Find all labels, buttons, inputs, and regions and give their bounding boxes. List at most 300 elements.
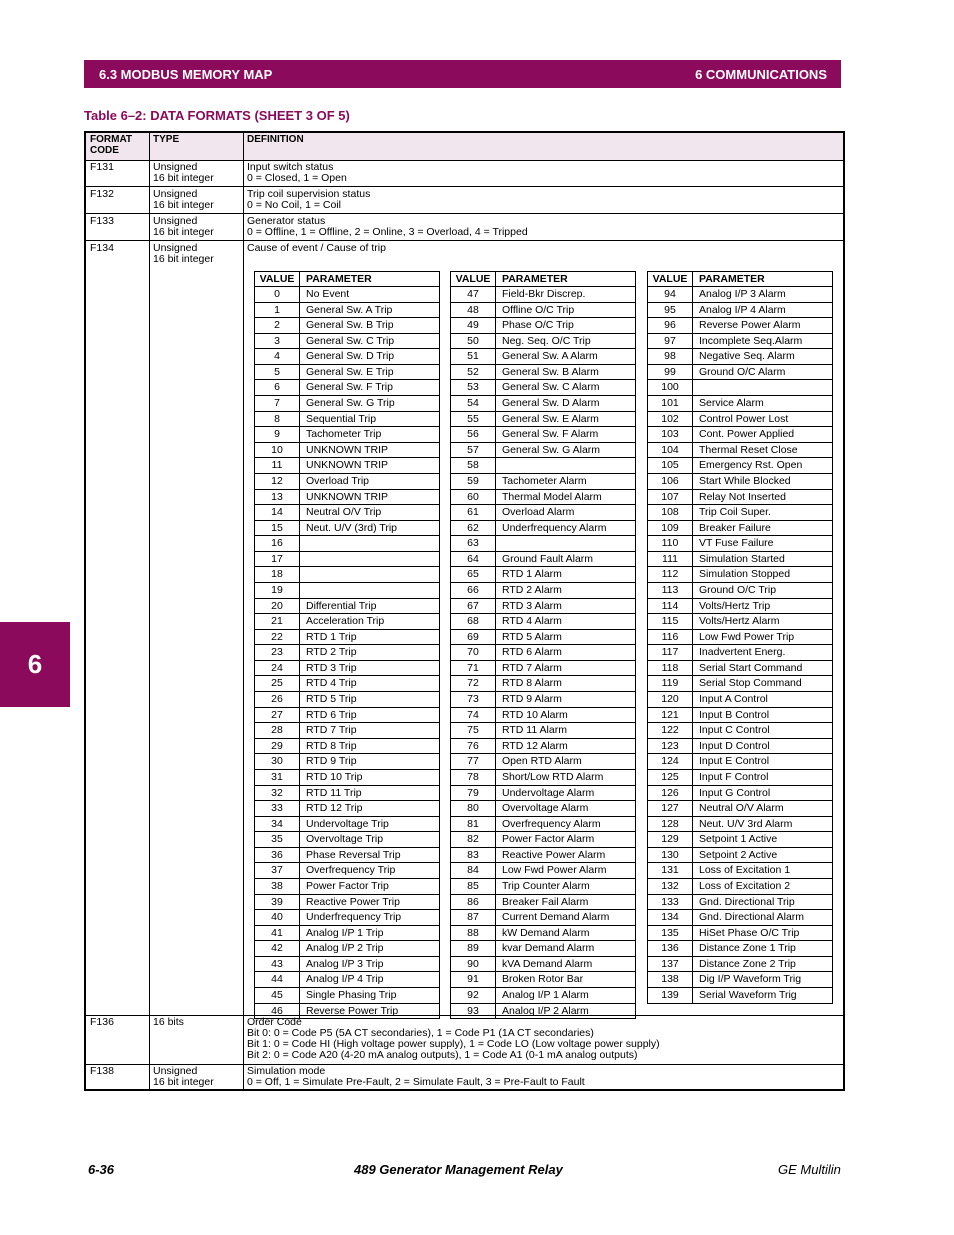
cause-value: 114 xyxy=(661,599,679,612)
cause-value: 35 xyxy=(271,833,283,846)
cause-table-row xyxy=(648,535,832,551)
company-name: GE Multilin xyxy=(778,1162,841,1177)
cause-value: 22 xyxy=(271,630,283,643)
parameter-header: PARAMETER xyxy=(699,273,765,285)
cause-table-row xyxy=(451,675,635,691)
definition-line: 0 = No Coil, 1 = Coil xyxy=(247,199,341,211)
cause-table-row xyxy=(255,691,439,707)
cause-table-row xyxy=(648,598,832,614)
cause-parameter: Offline O/C Trip xyxy=(502,303,575,316)
cause-parameter: RTD 3 Trip xyxy=(306,661,357,674)
cause-value: 25 xyxy=(271,677,283,690)
cause-parameter: Overvoltage Trip xyxy=(306,833,384,846)
cause-parameter: Inadvertent Energ. xyxy=(699,646,786,659)
cause-parameter: kW Demand Alarm xyxy=(502,926,590,939)
format-code: F131 xyxy=(90,161,114,173)
cause-parameter: Sequential Trip xyxy=(306,412,377,425)
cause-value: 119 xyxy=(661,677,679,690)
cause-parameter: Power Factor Alarm xyxy=(502,833,595,846)
cause-parameter: Acceleration Trip xyxy=(306,615,385,628)
cause-parameter: RTD 5 Trip xyxy=(306,693,357,706)
cause-parameter: RTD 1 Alarm xyxy=(502,568,562,581)
column-divider xyxy=(243,133,244,1089)
cause-parameter: Incomplete Seq.Alarm xyxy=(699,334,803,347)
cause-parameter: Distance Zone 2 Trip xyxy=(699,957,796,970)
cause-value: 50 xyxy=(467,334,479,347)
cause-table-row xyxy=(451,956,635,972)
cause-parameter: General Sw. A Trip xyxy=(306,303,393,316)
cause-table-row xyxy=(648,816,832,832)
column-divider xyxy=(149,133,150,1089)
definition-line: Order Code xyxy=(247,1016,302,1028)
cause-parameter: General Sw. C Trip xyxy=(306,334,395,347)
cause-value: 133 xyxy=(661,895,679,908)
cause-parameter: Tachometer Trip xyxy=(306,428,382,441)
cause-value: 26 xyxy=(271,693,283,706)
cause-table-header xyxy=(648,272,832,286)
cause-value: 44 xyxy=(271,973,283,986)
cause-table-row xyxy=(255,364,439,380)
cause-table-row xyxy=(648,956,832,972)
cause-table-row xyxy=(255,379,439,395)
cause-value: 123 xyxy=(661,739,679,752)
cause-parameter: General Sw. F Trip xyxy=(306,381,393,394)
cause-table-row xyxy=(451,940,635,956)
cause-table-row xyxy=(451,520,635,536)
cause-value: 81 xyxy=(467,817,479,830)
cause-value: 105 xyxy=(661,459,679,472)
cause-value: 18 xyxy=(271,568,283,581)
cause-parameter: RTD 11 Alarm xyxy=(502,724,567,737)
cause-value: 102 xyxy=(661,412,679,425)
cause-parameter: Analog I/P 4 Alarm xyxy=(699,303,786,316)
cause-value: 92 xyxy=(467,989,479,1002)
cause-parameter: General Sw. D Alarm xyxy=(502,397,600,410)
cause-parameter: RTD 1 Trip xyxy=(306,630,357,643)
cause-value: 16 xyxy=(271,537,283,550)
cause-value: 112 xyxy=(661,568,679,581)
cause-table-row xyxy=(255,551,439,567)
cause-value: 10 xyxy=(271,443,283,456)
cause-value: 34 xyxy=(271,817,283,830)
table-title: Table 6–2: DATA FORMATS (SHEET 3 OF 5) xyxy=(84,108,350,123)
cause-value: 17 xyxy=(271,552,283,565)
cause-parameter: Overfrequency Alarm xyxy=(502,817,601,830)
cause-parameter: HiSet Phase O/C Trip xyxy=(699,926,800,939)
cause-table-row xyxy=(648,379,832,395)
cause-parameter: Analog I/P 1 Alarm xyxy=(502,989,589,1002)
row-divider xyxy=(86,160,843,161)
cause-value: 69 xyxy=(467,630,479,643)
cause-parameter: Negative Seq. Alarm xyxy=(699,350,795,363)
cause-parameter: Neut. U/V (3rd) Trip xyxy=(306,521,398,534)
cause-parameter: Neutral O/V Trip xyxy=(306,506,382,519)
cause-parameter: kVA Demand Alarm xyxy=(502,957,593,970)
cause-parameter: RTD 7 Alarm xyxy=(502,661,562,674)
cause-parameter: Low Fwd Power Trip xyxy=(699,630,795,643)
cause-table-row xyxy=(255,831,439,847)
cause-parameter: Serial Start Command xyxy=(699,661,803,674)
value-header: VALUE xyxy=(259,273,295,285)
cause-table-row xyxy=(255,473,439,489)
cause-parameter: Breaker Fail Alarm xyxy=(502,895,589,908)
cause-table-row xyxy=(255,286,439,302)
cause-parameter: RTD 12 Alarm xyxy=(502,739,568,752)
cause-table-row xyxy=(255,675,439,691)
cause-parameter: Overvoltage Alarm xyxy=(502,802,589,815)
cause-value: 8 xyxy=(274,412,280,425)
cause-value: 127 xyxy=(661,802,679,815)
cause-table-row xyxy=(451,286,635,302)
cause-value: 51 xyxy=(467,350,479,363)
type-line: 16 bit integer xyxy=(153,226,214,238)
cause-table-row xyxy=(451,909,635,925)
cause-value: 115 xyxy=(661,615,679,628)
format-code: F136 xyxy=(90,1016,114,1028)
cause-parameter: Serial Stop Command xyxy=(699,677,802,690)
cause-parameter: RTD 2 Trip xyxy=(306,646,357,659)
cause-value: 24 xyxy=(271,661,283,674)
cause-table-row xyxy=(451,473,635,489)
cause-value: 67 xyxy=(467,599,479,612)
cause-value: 109 xyxy=(661,521,679,534)
cause-table-row xyxy=(648,302,832,318)
cause-table-header xyxy=(451,272,635,286)
cause-value: 117 xyxy=(661,646,679,659)
cause-table-row xyxy=(255,956,439,972)
cause-value: 15 xyxy=(271,521,283,534)
chapter-title: 6 COMMUNICATIONS xyxy=(695,66,827,82)
cause-value: 46 xyxy=(271,1004,283,1017)
cause-value: 139 xyxy=(661,989,679,1002)
cause-parameter: Power Factor Trip xyxy=(306,879,389,892)
cause-parameter: Overload Trip xyxy=(306,474,370,487)
definition-line: Simulation mode xyxy=(247,1065,326,1077)
cause-table-row xyxy=(255,785,439,801)
row-divider xyxy=(86,213,843,214)
cause-parameter: Loss of Excitation 2 xyxy=(699,879,791,892)
cause-value: 93 xyxy=(467,1004,479,1017)
cause-value: 95 xyxy=(664,303,676,316)
cause-parameter: Undervoltage Trip xyxy=(306,817,389,830)
cause-parameter: General Sw. B Trip xyxy=(306,319,394,332)
cause-table-row xyxy=(648,613,832,629)
cause-parameter: Open RTD Alarm xyxy=(502,755,582,768)
cause-parameter: General Sw. C Alarm xyxy=(502,381,600,394)
definition-line: Cause of event / Cause of trip xyxy=(247,242,386,254)
cause-parameter: Dig I/P Waveform Trig xyxy=(699,973,802,986)
definition-line: Bit 1: 0 = Code HI (High voltage power supply), 1 = Code LO (Low voltage power supply) xyxy=(247,1038,660,1050)
cause-table-row xyxy=(255,800,439,816)
format-code: F132 xyxy=(90,188,114,200)
cause-value: 1 xyxy=(274,303,280,316)
row-divider xyxy=(86,1015,843,1016)
cause-table-row xyxy=(255,613,439,629)
cause-value: 110 xyxy=(661,537,679,550)
definition-line: Bit 2: 0 = Code A20 (4-20 mA analog outputs), 1 = Code A1 (0-1 mA analog outputs) xyxy=(247,1049,638,1061)
cause-table-row xyxy=(255,660,439,676)
cause-parameter: Single Phasing Trip xyxy=(306,989,397,1002)
cause-table-row xyxy=(255,582,439,598)
cause-table-2 xyxy=(450,271,636,1019)
cause-value: 37 xyxy=(271,864,283,877)
cause-table-row xyxy=(648,333,832,349)
cause-table-row xyxy=(451,566,635,582)
cause-parameter: Analog I/P 1 Trip xyxy=(306,926,384,939)
product-name: 489 Generator Management Relay xyxy=(354,1162,563,1177)
cause-table-row xyxy=(648,831,832,847)
cause-value: 126 xyxy=(661,786,679,799)
cause-parameter: RTD 11 Trip xyxy=(306,786,362,799)
page-number: 6-36 xyxy=(88,1162,115,1177)
cause-value: 97 xyxy=(664,334,676,347)
cause-value: 13 xyxy=(271,490,283,503)
cause-value: 88 xyxy=(467,926,479,939)
cause-value: 6 xyxy=(274,381,280,394)
cause-table-row xyxy=(255,816,439,832)
cause-table-row xyxy=(648,426,832,442)
cause-value: 116 xyxy=(661,630,679,643)
cause-parameter: Emergency Rst. Open xyxy=(699,459,803,472)
cause-table-row xyxy=(648,691,832,707)
type-line: 16 bit integer xyxy=(153,199,214,211)
cause-table-row xyxy=(648,862,832,878)
cause-table-row xyxy=(648,894,832,910)
cause-table-row xyxy=(451,629,635,645)
cause-value: 41 xyxy=(271,926,283,939)
cause-value: 94 xyxy=(664,288,676,300)
cause-parameter: Low Fwd Power Alarm xyxy=(502,864,607,877)
cause-table-row xyxy=(648,785,832,801)
cause-table-row xyxy=(451,333,635,349)
cause-table-row xyxy=(451,379,635,395)
cause-table-row xyxy=(255,987,439,1003)
type-line: 16 bit integer xyxy=(153,1076,214,1088)
type-line: Unsigned xyxy=(153,215,198,227)
cause-value: 32 xyxy=(271,786,283,799)
format-code: F138 xyxy=(90,1065,114,1077)
cause-parameter: kvar Demand Alarm xyxy=(502,942,595,955)
cause-table-row xyxy=(648,489,832,505)
cause-value: 63 xyxy=(467,537,479,550)
cause-parameter: General Sw. G Alarm xyxy=(502,443,601,456)
cause-table-row xyxy=(648,364,832,380)
cause-table-row xyxy=(451,613,635,629)
cause-parameter: RTD 4 Alarm xyxy=(502,615,562,628)
cause-value: 0 xyxy=(274,288,280,300)
cause-table-row xyxy=(451,722,635,738)
cause-parameter: Input C Control xyxy=(699,724,770,737)
cause-table-row xyxy=(255,847,439,863)
cause-table-row xyxy=(255,442,439,458)
cause-parameter: General Sw. G Trip xyxy=(306,397,395,410)
cause-value: 90 xyxy=(467,957,479,970)
cause-parameter: RTD 2 Alarm xyxy=(502,583,562,596)
column-header-format-code: FORMAT CODE xyxy=(90,134,133,156)
cause-table-row xyxy=(451,302,635,318)
definition-line: 0 = Closed, 1 = Open xyxy=(247,172,347,184)
cause-table-row xyxy=(255,535,439,551)
cause-parameter: RTD 3 Alarm xyxy=(502,599,562,612)
cause-parameter: Field-Bkr Discrep. xyxy=(502,288,586,300)
cause-value: 113 xyxy=(661,583,679,596)
cause-value: 100 xyxy=(661,381,679,394)
cause-table-row xyxy=(648,504,832,520)
column-header-type: TYPE xyxy=(153,134,180,145)
cause-table-row xyxy=(451,442,635,458)
cause-table-row xyxy=(255,411,439,427)
cause-parameter: Trip Coil Super. xyxy=(699,506,771,519)
cause-parameter: Trip Counter Alarm xyxy=(502,879,590,892)
cause-table-row xyxy=(648,411,832,427)
value-header: VALUE xyxy=(455,273,491,285)
cause-value: 61 xyxy=(467,506,479,519)
cause-value: 57 xyxy=(467,443,479,456)
cause-parameter: Underfrequency Alarm xyxy=(502,521,607,534)
cause-parameter: General Sw. D Trip xyxy=(306,350,395,363)
type-line: Unsigned xyxy=(153,188,198,200)
cause-parameter: Simulation Started xyxy=(699,552,785,565)
cause-value: 40 xyxy=(271,911,283,924)
cause-value: 83 xyxy=(467,848,479,861)
cause-table-row xyxy=(255,348,439,364)
cause-value: 98 xyxy=(664,350,676,363)
cause-value: 107 xyxy=(661,490,679,503)
cause-value: 48 xyxy=(467,303,479,316)
cause-parameter: Volts/Hertz Trip xyxy=(699,599,771,612)
cause-table-row xyxy=(255,317,439,333)
type-line: 16 bit integer xyxy=(153,172,214,184)
cause-value: 54 xyxy=(467,397,479,410)
cause-parameter: RTD 7 Trip xyxy=(306,724,357,737)
cause-table-row xyxy=(255,333,439,349)
cause-value: 53 xyxy=(467,381,479,394)
cause-parameter: Input E Control xyxy=(699,755,770,768)
cause-value: 121 xyxy=(661,708,679,721)
cause-value: 132 xyxy=(661,879,679,892)
cause-parameter: UNKNOWN TRIP xyxy=(306,443,389,456)
cause-parameter: Differential Trip xyxy=(306,599,377,612)
cause-table-row xyxy=(648,925,832,941)
cause-parameter: Setpoint 2 Active xyxy=(699,848,778,861)
definition-line: 0 = Offline, 1 = Offline, 2 = Online, 3 = Overload, 4 = Tripped xyxy=(247,226,528,238)
cause-table-row xyxy=(648,629,832,645)
cause-parameter: Breaker Failure xyxy=(699,521,771,534)
cause-table-row xyxy=(648,987,832,1003)
cause-parameter: Ground O/C Alarm xyxy=(699,365,786,378)
cause-table-row xyxy=(648,675,832,691)
row-divider xyxy=(86,1064,843,1065)
cause-parameter: RTD 9 Trip xyxy=(306,755,357,768)
cause-parameter: Gnd. Directional Trip xyxy=(699,895,795,908)
cause-table-row xyxy=(451,816,635,832)
cause-parameter: Thermal Model Alarm xyxy=(502,490,602,503)
cause-value: 52 xyxy=(467,365,479,378)
cause-table-row xyxy=(451,862,635,878)
cause-parameter: Thermal Reset Close xyxy=(699,443,798,456)
cause-table-row xyxy=(451,925,635,941)
cause-parameter: RTD 10 Trip xyxy=(306,770,363,783)
cause-value: 9 xyxy=(274,428,280,441)
cause-value: 62 xyxy=(467,521,479,534)
cause-table-row xyxy=(451,894,635,910)
cause-value: 49 xyxy=(467,319,479,332)
column-header-definition: DEFINITION xyxy=(247,134,304,145)
cause-parameter: Reverse Power Trip xyxy=(306,1004,399,1017)
cause-parameter: General Sw. E Trip xyxy=(306,365,394,378)
cause-value: 73 xyxy=(467,693,479,706)
row-divider xyxy=(86,240,843,241)
cause-value: 39 xyxy=(271,895,283,908)
cause-value: 38 xyxy=(271,879,283,892)
cause-table-row xyxy=(451,847,635,863)
cause-value: 30 xyxy=(271,755,283,768)
cause-parameter: UNKNOWN TRIP xyxy=(306,490,389,503)
cause-table-row xyxy=(648,660,832,676)
cause-parameter: Cont. Power Applied xyxy=(699,428,795,441)
cause-table-row xyxy=(451,348,635,364)
cause-parameter: Analog I/P 3 Trip xyxy=(306,957,384,970)
cause-parameter: No Event xyxy=(306,288,350,300)
type-line: 16 bits xyxy=(153,1016,184,1028)
cause-table-row xyxy=(451,598,635,614)
cause-parameter: General Sw. E Alarm xyxy=(502,412,599,425)
cause-value: 29 xyxy=(271,739,283,752)
cause-value: 75 xyxy=(467,724,479,737)
cause-table-row xyxy=(451,785,635,801)
cause-value: 66 xyxy=(467,583,479,596)
cause-parameter: Analog I/P 4 Trip xyxy=(306,973,384,986)
cause-table-row xyxy=(451,504,635,520)
cause-parameter: Setpoint 1 Active xyxy=(699,833,778,846)
cause-value: 71 xyxy=(467,661,479,674)
type-line: Unsigned xyxy=(153,161,198,173)
table-header-background xyxy=(86,133,843,160)
cause-table-row xyxy=(451,489,635,505)
cause-parameter: Analog I/P 3 Alarm xyxy=(699,288,786,300)
cause-table-row xyxy=(648,457,832,473)
cause-parameter: General Sw. B Alarm xyxy=(502,365,599,378)
cause-table-row xyxy=(255,894,439,910)
cause-value: 103 xyxy=(661,428,679,441)
cause-parameter: Relay Not Inserted xyxy=(699,490,786,503)
cause-value: 47 xyxy=(467,288,479,300)
cause-value: 19 xyxy=(271,583,283,596)
definition-line: Generator status xyxy=(247,215,326,227)
cause-parameter: Phase Reversal Trip xyxy=(306,848,401,861)
cause-table-row xyxy=(648,395,832,411)
cause-value: 28 xyxy=(271,724,283,737)
cause-table-row xyxy=(648,566,832,582)
cause-value: 74 xyxy=(467,708,479,721)
cause-table-row xyxy=(451,551,635,567)
cause-parameter: RTD 9 Alarm xyxy=(502,693,562,706)
format-code: F134 xyxy=(90,242,114,254)
cause-value: 86 xyxy=(467,895,479,908)
cause-value: 131 xyxy=(661,864,679,877)
cause-parameter: Reverse Power Alarm xyxy=(699,319,801,332)
cause-table-row xyxy=(451,457,635,473)
cause-table-row xyxy=(451,644,635,660)
cause-value: 129 xyxy=(661,833,679,846)
cause-parameter: RTD 8 Trip xyxy=(306,739,357,752)
cause-table-row xyxy=(255,457,439,473)
cause-value: 79 xyxy=(467,786,479,799)
cause-table-row xyxy=(648,878,832,894)
cause-value: 64 xyxy=(467,552,479,565)
cause-parameter: Overload Alarm xyxy=(502,506,575,519)
cause-parameter: Volts/Hertz Alarm xyxy=(699,615,780,628)
